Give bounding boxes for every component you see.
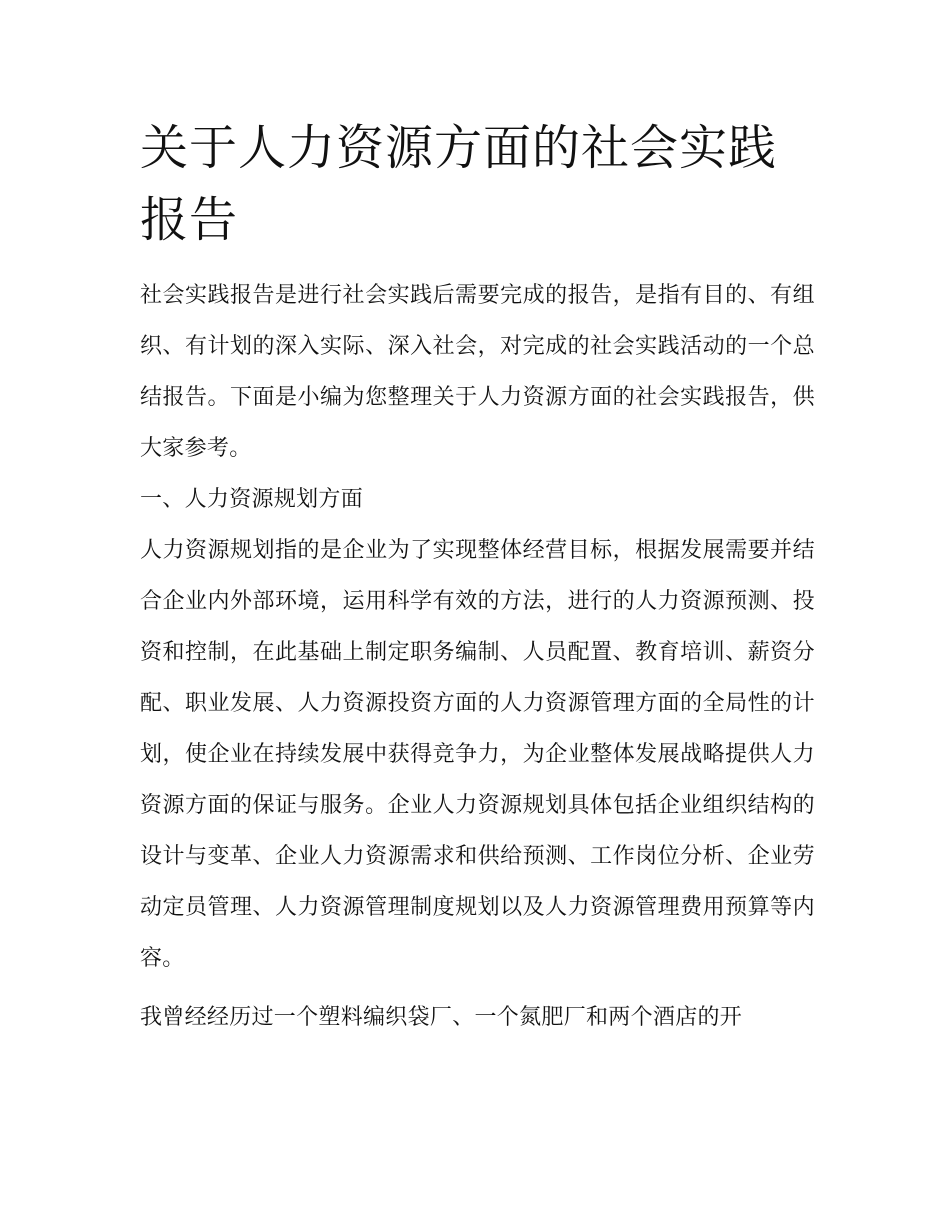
intro-paragraph: 社会实践报告是进行社会实践后需要完成的报告，是指有目的、有组织、有计划的深入实际、深入社会，对完成的社会实践活动的一个总结报告。下面是小编为您整理关于人力资源方面的社会实践报告，供大家参考。	[140, 283, 815, 461]
experience-paragraph: 我曾经经历过一个塑料编织袋厂、一个氮肥厂和两个酒店的开	[140, 1005, 743, 1030]
section-heading-hr-planning: 一、人力资源规划方面	[140, 487, 364, 512]
document-title: 关于人力资源方面的社会实践报告	[140, 120, 778, 248]
document-page	[140, 112, 815, 1043]
hr-planning-paragraph: 人力资源规划指的是企业为了实现整体经营目标，根据发展需要并结合企业内外部环境，运用科学有效的方法，进行的人力资源预测、投资和控制，在此基础上制定职务编制、人员配置、教育培训、薪资分配、职业发展、人力资源投资方面的人力资源管理方面的全局性的计划，使企业在持续发展中获得竞争力，为企业整体发展战略提供人力资源方面的保证与服务。企业人力资源规划具体包括企业组织结构的设计与变革、企业人力资源需求和供给预测、工作岗位分析、企业劳动定员管理、人力资源管理制度规划以及人力资源管理费用预算等内容。	[140, 538, 815, 971]
